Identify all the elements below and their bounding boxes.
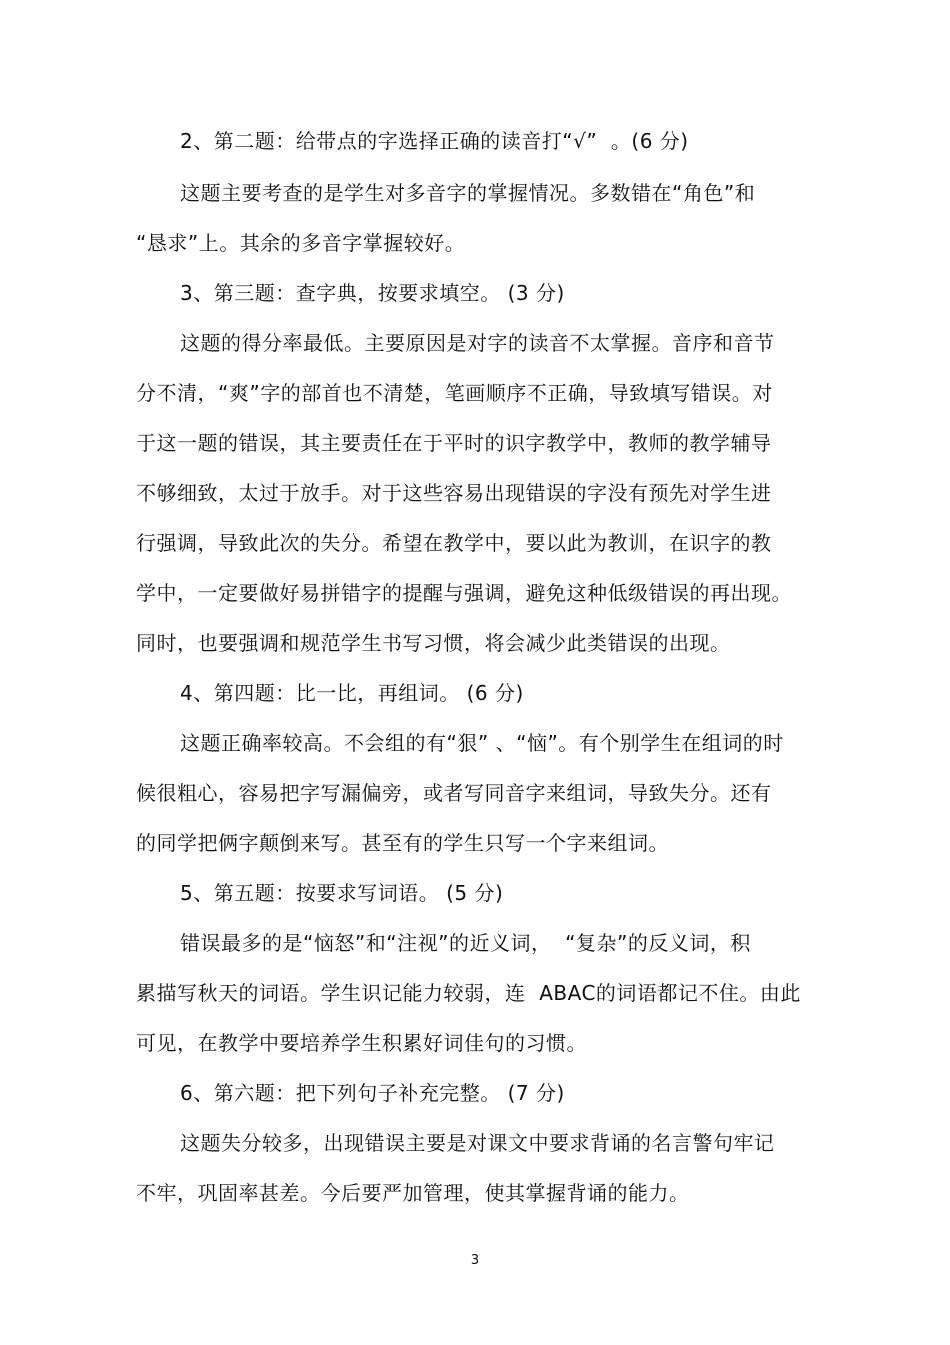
question-3-heading: 3、第三题：查字典，按要求填空。 (3 分): [180, 281, 565, 305]
paragraph-line: 这题失分较多，出现错误主要是对课文中要求背诵的名言警句牢记: [180, 1131, 775, 1155]
paragraph-line: 这题正确率较高。不会组的有“狠” 、“恼”。有个别学生在组词的时: [180, 731, 784, 755]
page-number: 3: [470, 1253, 480, 1268]
paragraph-line: 于这一题的错误，其主要责任在于平时的识字教学中，教师的教学辅导: [136, 431, 772, 455]
paragraph-line: 可见，在教学中要培养学生积累好词佳句的习惯。: [136, 1031, 587, 1055]
paragraph-line: 累描写秋天的词语。学生识记能力较弱，连 ABAC的词语都记不住。由此: [136, 981, 801, 1005]
paragraph-line: 这题主要考查的是学生对多音字的掌握情况。多数错在“角色”和: [180, 181, 756, 205]
paragraph-line: “恳求”上。其余的多音字掌握较好。: [136, 231, 466, 255]
question-5-heading: 5、第五题：按要求写词语。 (5 分): [180, 881, 504, 905]
question-2-heading: 2、第二题：给带点的字选择正确的读音打“√” 。(6 分): [180, 129, 689, 153]
paragraph-line: 这题的得分率最低。主要原因是对字的读音不太掌握。音序和音节: [180, 331, 775, 355]
paragraph-line: 同时，也要强调和规范学生书写习惯，将会减少此类错误的出现。: [136, 631, 731, 655]
paragraph-line: 错误最多的是“恼怒”和“注视”的近义词， “复杂”的反义词，积: [180, 931, 751, 955]
paragraph-line: 不牢，巩固率甚差。今后要严加管理，使其掌握背诵的能力。: [136, 1181, 690, 1205]
paragraph-line: 行强调，导致此次的失分。希望在教学中，要以此为教训，在识字的教: [136, 531, 772, 555]
question-6-heading: 6、第六题：把下列句子补充完整。 (7 分): [180, 1081, 565, 1105]
paragraph-line: 候很粗心，容易把字写漏偏旁，或者写同音字来组词，导致失分。还有: [136, 781, 772, 805]
question-4-heading: 4、第四题：比一比，再组词。 (6 分): [180, 681, 524, 705]
paragraph-line: 学中，一定要做好易拼错字的提醒与强调，避免这种低级错误的再出现。: [136, 581, 792, 605]
paragraph-line: 不够细致，太过于放手。对于这些容易出现错误的字没有预先对学生进: [136, 481, 772, 505]
paragraph-line: 分不清，“爽”字的部首也不清楚，笔画顺序不正确，导致填写错误。对: [136, 381, 773, 405]
paragraph-line: 的同学把俩字颠倒来写。甚至有的学生只写一个字来组词。: [136, 831, 669, 855]
